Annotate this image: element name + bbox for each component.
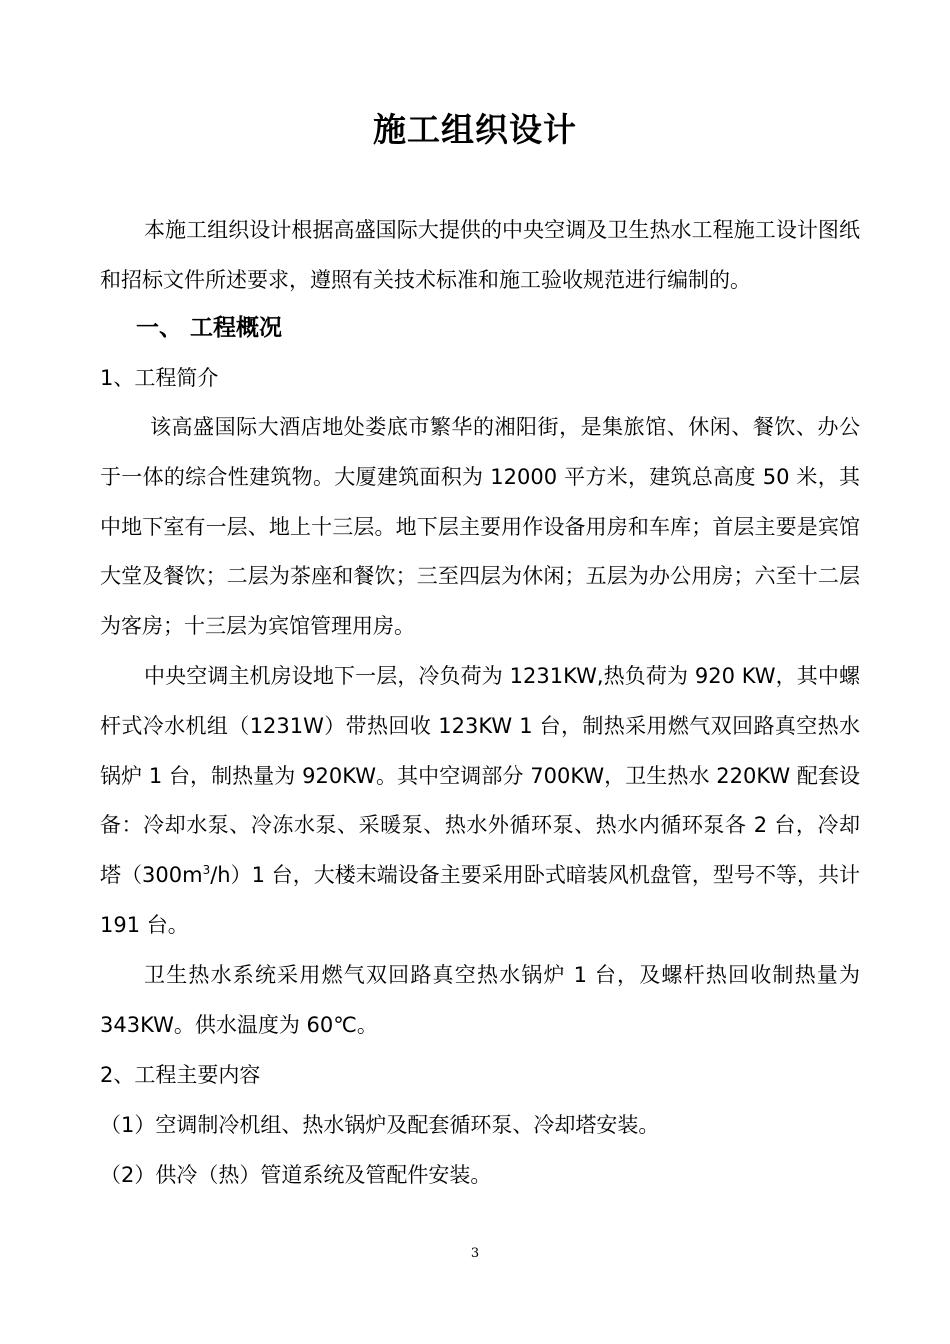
subsection-heading-content: 2、工程主要内容	[100, 1063, 261, 1087]
content-item-2: （2）供冷（热）管道系统及管配件安装。	[100, 1163, 492, 1187]
superscript-3: 3	[202, 863, 211, 878]
hotwater-paragraph: 卫生热水系统采用燃气双回路真空热水锅炉 1 台，及螺杆热回收制热量为 343KW。供水温度为 60℃。	[100, 963, 860, 1037]
subsection-heading-intro: 1、工程简介	[100, 366, 219, 390]
hvac-text-part1: 中央空调主机房设地下一层，冷负荷为 1231KW,热负荷为 920 KW，其中螺杆式冷水机组（1231W）带热回收 123KW 1 台，制热采用燃气双回路真空热水锅炉 1 台，制热量为 920KW。其中空调部分 700KW，卫生热水 220KW 配套设备：冷却水泵、冷冻水泵、采暖泵、热水外循环泵、热水内循环泵各 2 台，冷却塔（300m	[100, 664, 860, 888]
section-heading-overview: 一、 工程概况	[136, 315, 283, 341]
hvac-text-part2: /h）1 台，大楼末端设备主要采用卧式暗装风机盘管，型号不等，共计 191 台。	[100, 863, 861, 937]
overview-paragraph: 该高盛国际大酒店地处娄底市繁华的湘阳街，是集旅馆、休闲、餐饮、办公于一体的综合性建筑物。大厦建筑面积为 12000 平方米，建筑总高度 50 米，其中地下室有一层、地上十三层。地下层主要用作设备用房和车库；首层主要是宾馆大堂及餐饮；二层为茶座和餐饮；三至四层为休闲；五层为办公用房；六至十二层为客房；十三层为宾馆管理用房。	[100, 415, 860, 639]
intro-paragraph: 本施工组织设计根据高盛国际大提供的中央空调及卫生热水工程施工设计图纸和招标文件所述要求，遵照有关技术标准和施工验收规范进行编制的。	[100, 218, 860, 292]
hvac-paragraph	[100, 652, 860, 951]
document-title: 施工组织设计	[373, 110, 577, 149]
content-item-1: （1）空调制冷机组、热水锅炉及配套循环泵、冷却塔安装。	[100, 1113, 660, 1137]
page-number: 3	[470, 1246, 480, 1261]
